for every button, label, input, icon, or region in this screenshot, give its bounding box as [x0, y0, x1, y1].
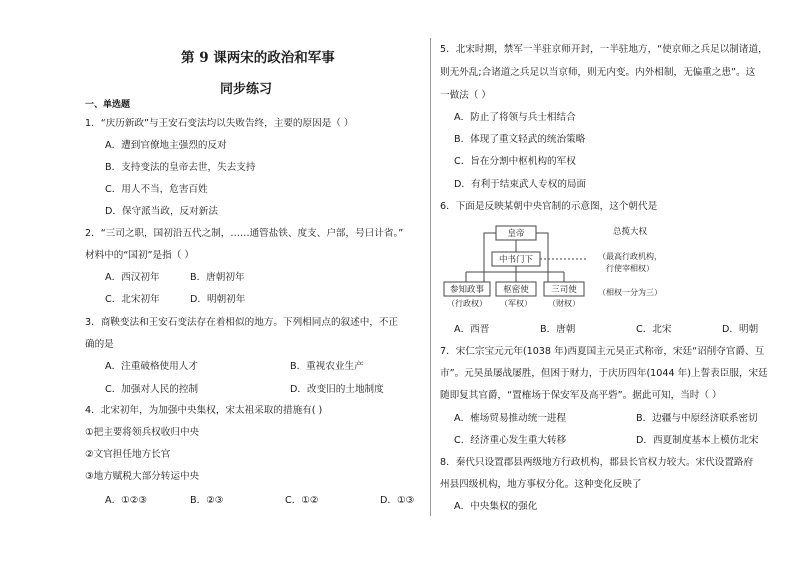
q6-option-d[interactable]: D．明朝 [722, 324, 759, 335]
q1-option-c[interactable]: C．用人不当，危害百姓 [105, 184, 208, 195]
q6-option-a[interactable]: A．西晋 [454, 324, 490, 335]
page-title: 第 9 课两宋的政治和军事 [181, 50, 335, 66]
q7-stem-line2: 市”。元昊虽屡战屡胜，但困于财力，于庆历四年(1044 年)上誓表臣服，宋廷 [440, 368, 768, 379]
q1-option-d[interactable]: D．保守派当政，反对新法 [105, 206, 218, 217]
vice-chancellor-label: 参知政事 [449, 285, 485, 295]
q2-option-c[interactable]: C．北宋初年 [105, 294, 160, 305]
q5-option-c[interactable]: C．旨在分割中枢机构的军权 [454, 156, 576, 167]
financial-power-label: （财权） [548, 299, 580, 308]
section-heading: 一、单选题 [85, 100, 131, 110]
q3-option-c[interactable]: C．加强对人民的控制 [105, 384, 199, 395]
q1-option-b[interactable]: B．支持变法的皇帝去世，失去支持 [105, 162, 256, 173]
q8-stem-line2: 州县四级机构，地方事权分化。这种变化反映了 [440, 479, 642, 490]
q6-option-b[interactable]: B．唐朝 [540, 324, 576, 335]
q4-option-d[interactable]: D．①③ [380, 495, 415, 506]
q4-item-3: ③地方赋税大部分转运中央 [85, 471, 200, 482]
q4-item-2: ②文官担任地方长官 [85, 449, 171, 460]
q5-option-d[interactable]: D．有利于结束武人专权的局面 [454, 179, 587, 190]
q4-option-b[interactable]: B．②③ [190, 495, 224, 506]
q3-stem-line1: 3．商鞅变法和王安石变法存在着相似的地方。下列相同点的叙述中，不正 [85, 317, 399, 328]
q7-stem-line3: 随即复其官爵，“置榷场于保安军及高平砦”。据此可知，当时（ ） [440, 390, 722, 401]
executive-power-label: （行政权） [447, 299, 487, 308]
q7-option-a[interactable]: A．榷场贸易推动统一进程 [454, 413, 567, 424]
q3-option-a[interactable]: A．注重破格使用人才 [105, 361, 198, 372]
q3-option-b[interactable]: B．重视农业生产 [290, 361, 364, 372]
q4-option-c[interactable]: C．①② [285, 495, 319, 506]
finance-commission-label: 三司使 [551, 285, 577, 295]
q7-option-c[interactable]: C．经济重心发生重大转移 [454, 435, 567, 446]
column-divider [430, 38, 431, 516]
q2-option-d[interactable]: D．明朝初年 [190, 294, 246, 305]
q5-stem-line1: 5．北宋时期，禁军一半驻京师开封，一半驻地方，“使京师之兵足以制诸道， [440, 44, 768, 55]
q5-stem-line2: 则无外乱;合诸道之兵足以当京师，则无内变。内外相制，无偏重之患”。这 [440, 67, 756, 78]
note-chancellor-power: 行使宰相权） [606, 264, 654, 273]
q5-option-b[interactable]: B．体现了重文轻武的统治策略 [454, 134, 586, 145]
q7-stem-line1: 7．宋仁宗宝元元年(1038 年)西夏国主元昊正式称帝，宋廷“诏削夺官爵、互 [440, 346, 765, 357]
q8-stem-line1: 8．秦代只设置郡县两级地方行政机构，郡县长官权力较大。宋代设置路府 [440, 457, 754, 468]
q4-stem: 4．北宋初年，为加强中央集权，宋太祖采取的措施有( ) [85, 405, 323, 416]
q3-option-d[interactable]: D．改变旧的土地制度 [290, 384, 384, 395]
note-overall-power: 总揽大权 [612, 227, 648, 237]
emperor-label: 皇帝 [507, 229, 525, 239]
q5-stem-line3: 一做法（ ） [440, 90, 492, 101]
q2-stem-line2: 材料中的“国初”是指（ ） [85, 250, 194, 261]
q3-stem-line2: 确的是 [85, 339, 114, 350]
military-affairs-label: 枢密使 [503, 285, 529, 295]
q2-option-b[interactable]: B．唐朝初年 [190, 272, 245, 283]
q7-option-b[interactable]: B．边疆与中原经济联系密切 [636, 413, 758, 424]
secretariat-label: 中书门下 [498, 255, 534, 265]
page-subtitle: 同步练习 [220, 82, 273, 97]
q2-option-a[interactable]: A．西汉初年 [105, 272, 160, 283]
q8-option-a[interactable]: A．中央集权的强化 [454, 501, 538, 512]
q5-option-a[interactable]: A．防止了将领与兵士相结合 [454, 112, 576, 123]
note-highest-organ: （最高行政机构， [598, 252, 662, 261]
military-power-label: （军权） [500, 299, 532, 308]
q4-option-a[interactable]: A．①②③ [105, 495, 147, 506]
q2-stem-line1: 2．“三司之职，国初沿五代之制，……通管盐铁、度支、户部，号曰计省。” [85, 228, 404, 239]
official-structure-diagram [442, 220, 672, 315]
q4-item-1: ①把主要将领兵权收归中央 [85, 427, 200, 438]
q1-stem: 1．“庆历新政”与王安石变法均以失败告终，主要的原因是（ ） [85, 118, 354, 129]
note-power-split: （相权一分为三） [598, 288, 662, 297]
q6-option-c[interactable]: C．北宋 [636, 324, 672, 335]
q1-option-a[interactable]: A．遭到官僚地主强烈的反对 [105, 140, 227, 151]
q6-stem: 6．下面是反映某朝中央官制的示意图，这个朝代是 [440, 201, 658, 212]
q7-option-d[interactable]: D．西夏制度基本上模仿北宋 [636, 435, 759, 446]
